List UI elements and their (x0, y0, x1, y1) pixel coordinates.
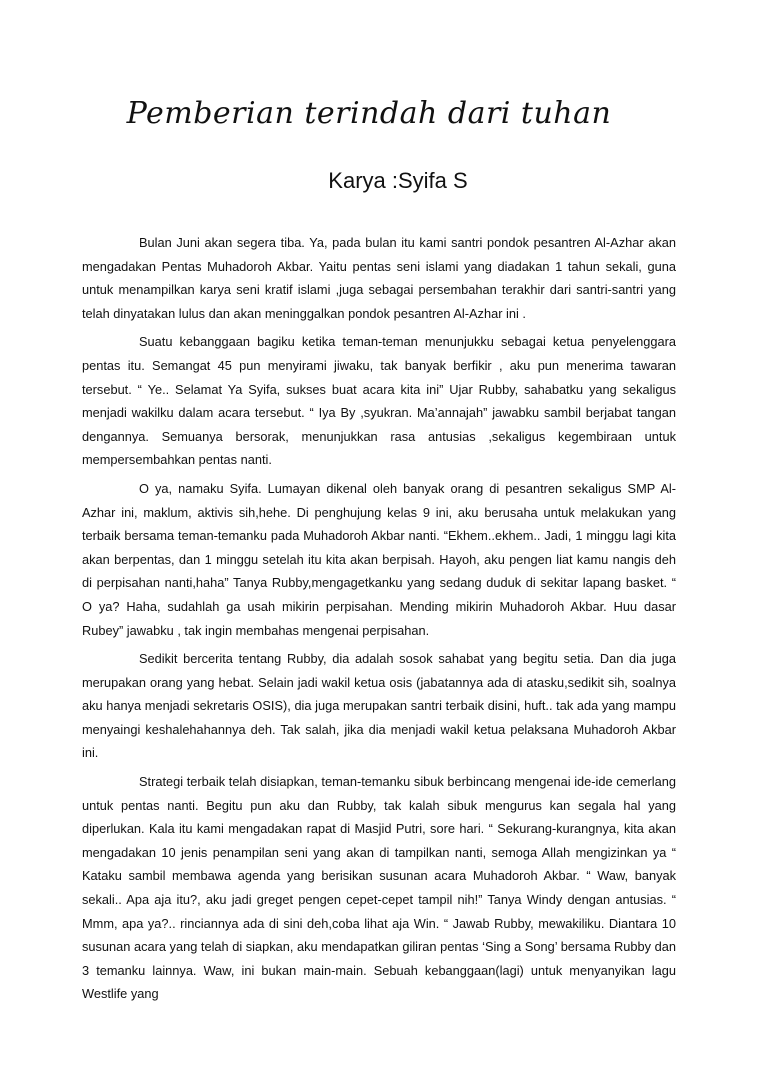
document-author: Karya :Syifa S (328, 168, 468, 193)
paragraph: Bulan Juni akan segera tiba. Ya, pada bulan itu kami santri pondok pesantren Al-Azhar akan mengadakan Pentas Muhadoroh Akbar. Yaitu pentas seni islami yang diadakan 1 tahun sekali, guna untuk menampilkan karya seni kratif islami ,juga sebagai persembahan terakhir dari santri-santri yang telah dinyatakan lulus dan akan meninggalkan pondok pesantren Al-Azhar ini . (82, 235, 676, 321)
paragraph: Suatu kebanggaan bagiku ketika teman-teman menunjukku sebagai ketua penyelenggara pentas itu. Semangat 45 pun menyirami jiwaku, tak banyak berfikir , aku pun menerima tawaran tersebut. “ Ye.. Selamat Ya Syifa, sukses buat acara kita ini” Ujar Rubby, sahabatku yang sekaligus menjadi wakilku dalam acara tersebut. “ Iya By ,syukran. Ma’annajah” jawabku sambil berjabat tangan dengannya. Semuanya bersorak, menunjukkan rasa antusias ,sekaligus kegembiraan untuk mempersembahkan pentas nanti. (82, 334, 676, 468)
paragraph: O ya, namaku Syifa. Lumayan dikenal oleh banyak orang di pesantren sekaligus SMP Al-Azhar ini, maklum, aktivis sih,hehe. Di penghujung kelas 9 ini, aku berusaha untuk melakukan yang terbaik bersama teman-temanku pada Muhadoroh Akbar nanti. “Ekhem..ekhem.. Jadi, 1 minggu lagi kita akan berpentas, dan 1 minggu setelah itu kita akan berpisah. Hayoh, aku pengen liat kamu nangis deh di perpisahan nanti,haha” Tanya Rubby,mengagetkanku yang sedang duduk di sekitar lapang basket. “ O ya? Haha, sudahlah ga usah mikirin perpisahan. Mending mikirin Muhadoroh Akbar. Huu dasar Rubey” jawabku , tak ingin membahas mengenai perpisahan. (82, 480, 676, 638)
document-body (82, 231, 676, 1011)
paragraph: Strategi terbaik telah disiapkan, teman-temanku sibuk berbincang mengenai ide-ide cemerlang untuk pentas nanti. Begitu pun aku dan Rubby, tak kalah sibuk mengurus kan segala hal yang diperlukan. Kala itu kami mengadakan rapat di Masjid Putri, sore hari. “ Sekurang-kurangnya, kita akan mengadakan 10 jenis penampilan seni yang akan di tampilkan nanti, semoga Allah mengizinkan ya “ Kataku sambil membawa agenda yang berisikan susunan acara Muhadoroh Akbar. “ Waw, banyak sekali.. Apa aja itu?, aku jadi greget pengen cepet-cepet tampil nih!” Tanya Windy dengan antusias. “ Mmm, apa ya?.. rinciannya ada di sini deh,coba lihat aja Win. “ Jawab Rubby, mewakiliku. Diantara 10 susunan acara yang telah di siapkan, aku mendapatkan giliran pentas ‘Sing a Song’ bersama Rubby dan 3 temanku lainnya. Waw, ini bukan main-main. Sebuah kebanggaan(lagi) untuk menyanyikan lagu Westlife yang (82, 774, 676, 1002)
document-title: Pemberian terindah dari tuhan (126, 96, 612, 131)
paragraph: Sedikit bercerita tentang Rubby, dia adalah sosok sahabat yang begitu setia. Dan dia juga merupakan orang yang hebat. Selain jadi wakil ketua osis (jabatannya ada di atasku,sedikit sih, soalnya aku hanya menjadi sekretaris OSIS), dia juga merupakan santri terbaik disini, huft.. tak ada yang mampu menyaingi keshalehahannya deh. Tak salah, jika dia menjadi wakil ketua pelaksana Muhadoroh Akbar ini. (82, 651, 676, 761)
